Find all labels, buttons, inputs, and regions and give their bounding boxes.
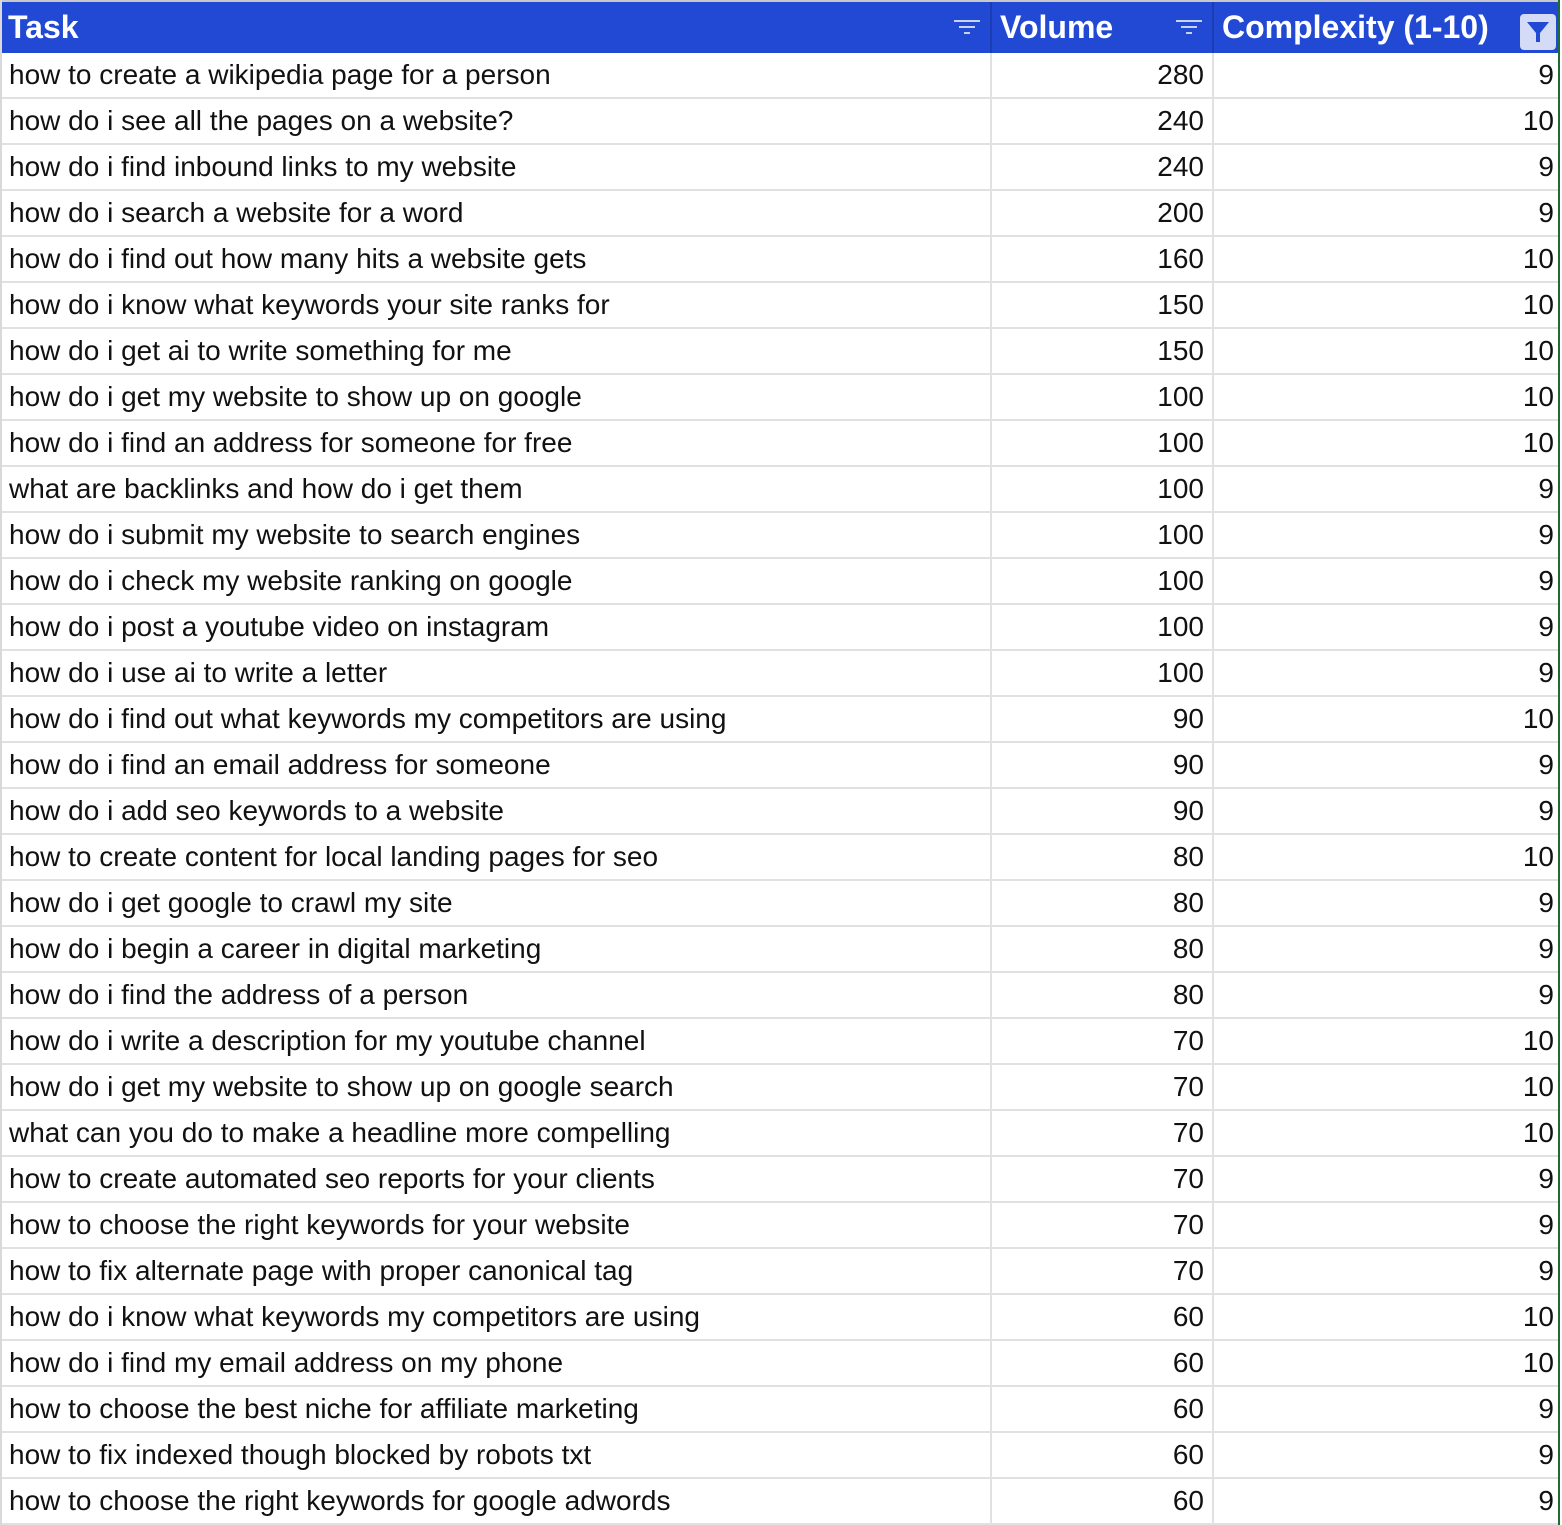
cell-complexity[interactable]: 10 xyxy=(1522,427,1554,458)
cell-task[interactable]: how to create a wikipedia page for a person xyxy=(2,53,992,97)
cell-task[interactable]: how do i find out what keywords my competitors are using xyxy=(2,697,992,741)
cell-task[interactable]: how do i add seo keywords to a website xyxy=(2,789,992,833)
cell-task[interactable]: how do i find out how many hits a website gets xyxy=(2,237,992,281)
cell-complexity[interactable]: 10 xyxy=(1522,1025,1554,1056)
cell-complexity[interactable]: 9 xyxy=(1538,611,1554,642)
cell-complexity[interactable]: 9 xyxy=(1538,887,1554,918)
cell-task[interactable]: how do i use ai to write a letter xyxy=(2,651,992,695)
cell-complexity[interactable]: 9 xyxy=(1538,197,1554,228)
table-row[interactable] xyxy=(2,1019,1558,1065)
cell-task[interactable]: how do i get google to crawl my site xyxy=(2,881,992,925)
cell-complexity[interactable]: 9 xyxy=(1538,565,1554,596)
cell-complexity[interactable]: 10 xyxy=(1522,335,1554,366)
cell-complexity[interactable]: 9 xyxy=(1538,1163,1554,1194)
filter-active-icon[interactable] xyxy=(1520,14,1556,50)
cell-task[interactable]: how to choose the right keywords for google adwords xyxy=(2,1479,992,1523)
cell-task[interactable]: how do i know what keywords my competitors are using xyxy=(2,1295,992,1339)
table-row[interactable] xyxy=(2,53,1558,99)
cell-volume[interactable]: 80 xyxy=(992,881,1214,925)
cell-task[interactable]: how do i get my website to show up on google search xyxy=(2,1065,992,1109)
cell-task[interactable]: how do i begin a career in digital marketing xyxy=(2,927,992,971)
table-row[interactable] xyxy=(2,1479,1558,1525)
cell-complexity[interactable]: 10 xyxy=(1522,1347,1554,1378)
column-header-label: Volume xyxy=(1000,9,1114,45)
table-row[interactable] xyxy=(2,1111,1558,1157)
cell-task[interactable]: how do i search a website for a word xyxy=(2,191,992,235)
table-row[interactable] xyxy=(2,375,1558,421)
header-row xyxy=(2,0,1558,53)
cell-complexity[interactable]: 9 xyxy=(1538,933,1554,964)
table-row[interactable] xyxy=(2,1341,1558,1387)
cell-task[interactable]: how do i get ai to write something for me xyxy=(2,329,992,373)
cell-task[interactable]: how to fix alternate page with proper canonical tag xyxy=(2,1249,992,1293)
cell-volume[interactable]: 100 xyxy=(992,467,1214,511)
cell-complexity[interactable]: 10 xyxy=(1522,841,1554,872)
table-row[interactable] xyxy=(2,651,1558,697)
cell-volume[interactable]: 70 xyxy=(992,1157,1214,1201)
table-row[interactable] xyxy=(2,927,1558,973)
table-row[interactable] xyxy=(2,99,1558,145)
table-row[interactable] xyxy=(2,1203,1558,1249)
table-row[interactable] xyxy=(2,191,1558,237)
cell-volume[interactable]: 80 xyxy=(992,835,1214,879)
cell-volume[interactable]: 80 xyxy=(992,927,1214,971)
cell-complexity[interactable]: 9 xyxy=(1538,1485,1554,1516)
table-row[interactable] xyxy=(2,743,1558,789)
cell-complexity[interactable]: 10 xyxy=(1522,105,1554,136)
cell-volume[interactable]: 70 xyxy=(992,1111,1214,1155)
column-header-task[interactable] xyxy=(2,2,992,53)
table-row[interactable] xyxy=(2,559,1558,605)
cell-task[interactable]: what can you do to make a headline more compelling xyxy=(2,1111,992,1155)
cell-complexity[interactable]: 10 xyxy=(1522,381,1554,412)
table-row[interactable] xyxy=(2,1065,1558,1111)
sort-filter-icon[interactable] xyxy=(1176,20,1202,38)
table-row[interactable] xyxy=(2,1433,1558,1479)
table-row[interactable] xyxy=(2,145,1558,191)
cell-task[interactable]: how do i see all the pages on a website? xyxy=(2,99,992,143)
cell-complexity[interactable]: 9 xyxy=(1538,795,1554,826)
table-row[interactable] xyxy=(2,513,1558,559)
table-row[interactable] xyxy=(2,1387,1558,1433)
cell-volume[interactable]: 100 xyxy=(992,651,1214,695)
table-row[interactable] xyxy=(2,1249,1558,1295)
column-header-complexity[interactable] xyxy=(1214,2,1558,53)
cell-complexity[interactable]: 10 xyxy=(1522,703,1554,734)
cell-complexity[interactable]: 9 xyxy=(1538,657,1554,688)
cell-volume[interactable]: 60 xyxy=(992,1341,1214,1385)
cell-volume[interactable]: 70 xyxy=(992,1065,1214,1109)
cell-volume[interactable]: 90 xyxy=(992,697,1214,741)
table-row[interactable] xyxy=(2,605,1558,651)
cell-task[interactable]: how do i find my email address on my phone xyxy=(2,1341,992,1385)
cell-volume[interactable]: 100 xyxy=(992,559,1214,603)
cell-volume[interactable]: 240 xyxy=(992,99,1214,143)
cell-complexity[interactable]: 9 xyxy=(1538,151,1554,182)
table-row[interactable] xyxy=(2,881,1558,927)
cell-complexity[interactable]: 9 xyxy=(1538,473,1554,504)
table-row[interactable] xyxy=(2,283,1558,329)
table-row[interactable] xyxy=(2,467,1558,513)
cell-complexity[interactable]: 9 xyxy=(1538,1393,1554,1424)
cell-complexity[interactable]: 9 xyxy=(1538,749,1554,780)
cell-task[interactable]: how do i write a description for my youtube channel xyxy=(2,1019,992,1063)
cell-volume[interactable]: 100 xyxy=(992,513,1214,557)
cell-volume[interactable]: 70 xyxy=(992,1249,1214,1293)
cell-complexity[interactable]: 9 xyxy=(1538,979,1554,1010)
cell-volume[interactable]: 90 xyxy=(992,789,1214,833)
cell-volume[interactable]: 60 xyxy=(992,1479,1214,1523)
table-row[interactable] xyxy=(2,789,1558,835)
table-row[interactable] xyxy=(2,835,1558,881)
cell-volume[interactable]: 60 xyxy=(992,1433,1214,1477)
cell-task[interactable]: how to create content for local landing pages for seo xyxy=(2,835,992,879)
cell-complexity[interactable]: 9 xyxy=(1538,1255,1554,1286)
table-row[interactable] xyxy=(2,329,1558,375)
cell-volume[interactable]: 200 xyxy=(992,191,1214,235)
column-header-label: Complexity (1-10) xyxy=(1222,9,1489,45)
cell-volume[interactable]: 100 xyxy=(992,605,1214,649)
cell-complexity[interactable]: 10 xyxy=(1522,243,1554,274)
table-row[interactable] xyxy=(2,1157,1558,1203)
cell-volume[interactable]: 70 xyxy=(992,1203,1214,1247)
table-body xyxy=(2,53,1558,1525)
cell-complexity[interactable]: 9 xyxy=(1538,1209,1554,1240)
table-row[interactable] xyxy=(2,237,1558,283)
table-row[interactable] xyxy=(2,697,1558,743)
cell-task[interactable]: how do i post a youtube video on instagram xyxy=(2,605,992,649)
cell-task[interactable]: how do i submit my website to search engines xyxy=(2,513,992,557)
cell-task[interactable]: how do i find an email address for someone xyxy=(2,743,992,787)
cell-volume[interactable]: 80 xyxy=(992,973,1214,1017)
sort-filter-icon[interactable] xyxy=(954,20,980,38)
column-header-label: Task xyxy=(8,9,79,45)
cell-complexity[interactable]: 10 xyxy=(1522,1071,1554,1102)
cell-volume[interactable]: 240 xyxy=(992,145,1214,189)
cell-task[interactable]: how to create automated seo reports for your clients xyxy=(2,1157,992,1201)
cell-task[interactable]: how do i find inbound links to my website xyxy=(2,145,992,189)
cell-task[interactable]: how do i get my website to show up on google xyxy=(2,375,992,419)
cell-volume[interactable]: 60 xyxy=(992,1387,1214,1431)
cell-task[interactable]: how do i know what keywords your site ranks for xyxy=(2,283,992,327)
table-row[interactable] xyxy=(2,973,1558,1019)
cell-task[interactable]: how to choose the right keywords for your website xyxy=(2,1203,992,1247)
cell-task[interactable]: how do i find the address of a person xyxy=(2,973,992,1017)
cell-volume[interactable]: 100 xyxy=(992,421,1214,465)
cell-volume[interactable]: 70 xyxy=(992,1019,1214,1063)
cell-volume[interactable]: 280 xyxy=(992,53,1214,97)
table-row[interactable] xyxy=(2,1295,1558,1341)
table-row[interactable] xyxy=(2,421,1558,467)
cell-complexity[interactable]: 10 xyxy=(1522,1117,1554,1148)
cell-volume[interactable]: 60 xyxy=(992,1295,1214,1339)
cell-complexity[interactable]: 10 xyxy=(1522,1301,1554,1332)
cell-volume[interactable]: 160 xyxy=(992,237,1214,281)
cell-task[interactable]: how do i check my website ranking on google xyxy=(2,559,992,603)
cell-volume[interactable]: 150 xyxy=(992,283,1214,327)
cell-complexity[interactable]: 9 xyxy=(1538,1439,1554,1470)
column-header-volume[interactable] xyxy=(992,2,1214,53)
cell-volume[interactable]: 100 xyxy=(992,375,1214,419)
cell-complexity[interactable]: 9 xyxy=(1538,519,1554,550)
cell-task[interactable]: how to choose the best niche for affiliate marketing xyxy=(2,1387,992,1431)
cell-volume[interactable]: 150 xyxy=(992,329,1214,373)
cell-task[interactable]: how do i find an address for someone for free xyxy=(2,421,992,465)
cell-task[interactable]: what are backlinks and how do i get them xyxy=(2,467,992,511)
cell-volume[interactable]: 90 xyxy=(992,743,1214,787)
cell-complexity[interactable]: 10 xyxy=(1522,289,1554,320)
cell-complexity[interactable]: 9 xyxy=(1538,59,1554,90)
cell-task[interactable]: how to fix indexed though blocked by robots txt xyxy=(2,1433,992,1477)
